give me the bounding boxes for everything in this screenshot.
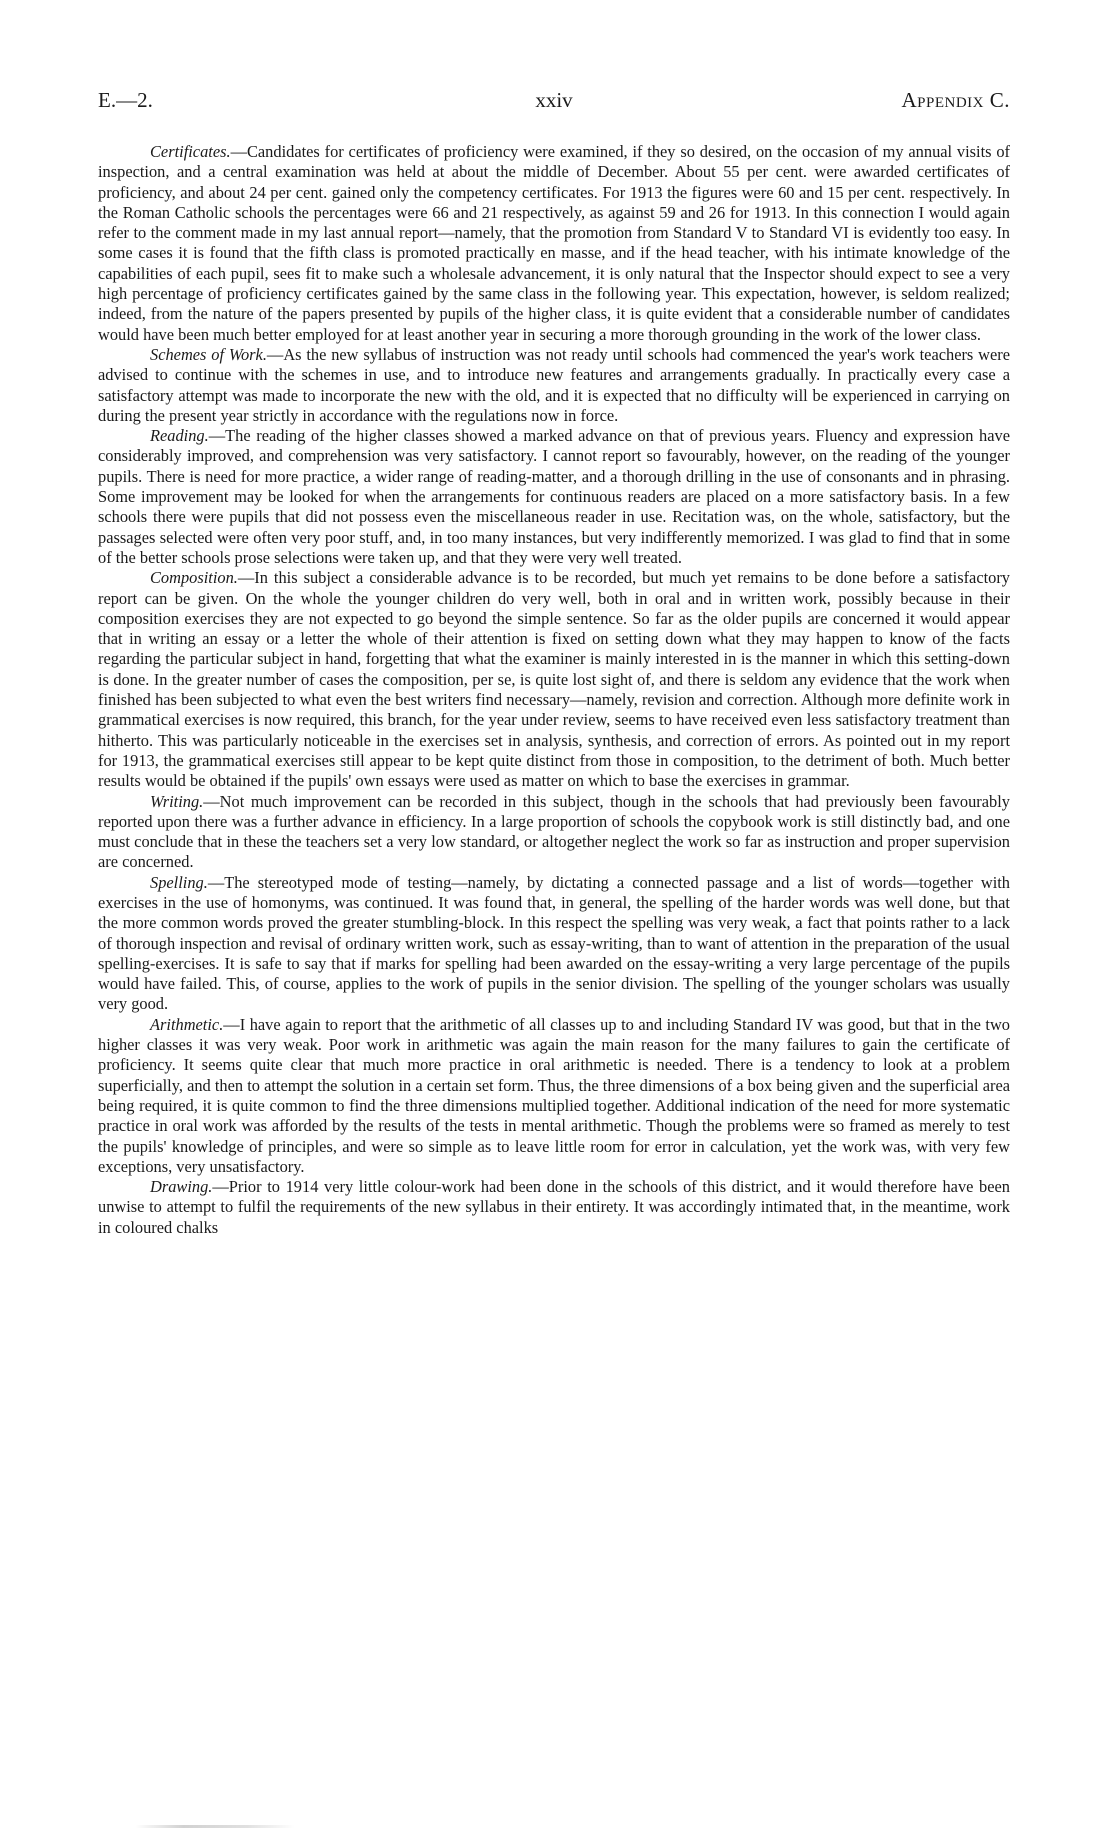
paragraph-certificates — [98, 142, 1010, 345]
appendix-label: Appendix C. — [901, 88, 1010, 112]
section-text-writing: —Not much improvement can be recorded in this subject, though in the schools that had previously been favourably reported upon there was a further advance in efficiency. In a large proportion of schools the copybook work is still distinctly bad, and one must conclude that in these the teachers set a very low standard, or altogether neglect the work so far as instruction and proper supervision are concerned. — [98, 791, 1010, 872]
section-heading-spelling: Spelling. — [150, 872, 208, 892]
print-smudge — [135, 1825, 295, 1828]
paragraph-drawing — [98, 1177, 1010, 1238]
document-page — [98, 88, 1010, 1238]
paragraph-arithmetic — [98, 1015, 1010, 1177]
paragraph-writing — [98, 792, 1010, 873]
paragraph-composition — [98, 568, 1010, 791]
section-heading-writing: Writing. — [150, 791, 204, 811]
section-heading-arithmetic: Arithmetic. — [150, 1014, 224, 1034]
section-heading-composition: Composition. — [150, 568, 238, 588]
paragraph-spelling — [98, 873, 1010, 1015]
section-heading-certificates: Certificates. — [150, 142, 231, 161]
document-reference: E.—2. — [98, 88, 153, 112]
section-text-schemes-of-work: —As the new syllabus of instruction was not ready until schools had commenced the year's work teachers were advised to continue with the schemes in use, and to introduce new features and arrangements gradually. In practically every case a satisfactory attempt was made to incorporate the new with the old, and it is expected that no difficulty will be experienced in carrying on during the present year strictly in accordance with the regulations now in force. — [98, 344, 1010, 425]
paragraph-schemes-of-work — [98, 345, 1010, 426]
report-body — [98, 142, 1010, 1238]
paragraph-reading — [98, 426, 1010, 568]
section-heading-schemes-of-work: Schemes of Work. — [150, 344, 267, 364]
section-heading-drawing: Drawing. — [150, 1177, 213, 1197]
section-text-arithmetic: —I have again to report that the arithmetic of all classes up to and including Standard IV was good, but that in the two higher classes it was very weak. Poor work in arithmetic was again the main reason for the many failures to gain the certificate of proficiency. It seems quite clear that much more practice in oral arithmetic is needed. There is a tendency to look at a problem superficially, and then to attempt the solution in a certain set form. Thus, the three dimensions of a box being given and the superficial area being required, it is quite common to find the three dimensions multiplied together. Additional indication of the need for more systematic practice in oral work was afforded by the results of the tests in mental arithmetic. Though the problems were so framed as merely to test the pupils' knowledge of principles, and were so simple as to leave little room for error in calculation, yet the work was, with very few exceptions, very unsatisfactory. — [98, 1014, 1010, 1176]
section-text-reading: —The reading of the higher classes showed a marked advance on that of previous years. Fluency and expression have considerably improved, and comprehension was very satisfactory. I cannot report so favourably, however, on the reading of the younger pupils. There is need for more practice, a wider range of reading-matter, and a thorough drilling in the use of consonants and in phrasing. Some improvement may be looked for when the arrangements for continuous readers are placed on a more satisfactory basis. In a few schools there were pupils that did not possess even the miscellaneous reader in use. Recitation was, on the whole, satisfactory, but the passages selected were often very poor stuff, and, in too many instances, but very indifferently memorized. I was glad to find that in some of the better schools prose selections were taken up, and that they were very well treated. — [98, 426, 1010, 567]
section-text-spelling: —The stereotyped mode of testing—namely, by dictating a connected passage and a list of words—together with exercises in the use of homonyms, was continued. It was found that, in general, the spelling of the harder words was well done, but that the more common words proved the greater stumbling-block. In this respect the spelling was very weak, a fact that points rather to a lack of thorough inspection and revisal of ordinary written work, such as essay-writing, than to want of attention in the preparation of the usual spelling-exercises. It is safe to say that if marks for spelling had been awarded on the essay-writing a very large percentage of the pupils would have failed. This, of course, applies to the work of pupils in the senior division. The spelling of the younger scholars was usually very good. — [98, 872, 1010, 1014]
section-text-composition: —In this subject a considerable advance is to be recorded, but much yet remains to be done before a satisfactory report can be given. On the whole the younger children do very well, both in oral and in written work, possibly because in their composition exercises they are not expected to go beyond the simple sentence. So far as the older pupils are concerned it would appear that in writing an essay or a letter the whole of their attention is fixed on setting down what they may happen to know of the facts regarding the particular subject in hand, forgetting that what the examiner is mainly interested in is the manner in which this setting-down is done. In the greater number of cases the composition, per se, is quite lost sight of, and there is seldom any evidence that the work when finished has been subjected to what even the best writers find necessary—namely, revision and correction. Although more definite work in grammatical exercises is now required, this branch, for the year under review, seems to have received even less satisfactory treatment than hitherto. This was particularly noticeable in the exercises set in analysis, synthesis, and correction of errors. As pointed out in my report for 1913, the grammatical exercises still appear to be kept quite distinct from those in composition, to the detriment of both. Much better results would be obtained if the pupils' own essays were used as matter on which to base the exercises in grammar. — [98, 568, 1010, 791]
section-text-certificates: —Candidates for certificates of proficiency were examined, if they so desired, on the occasion of my annual visits of inspection, and a central examination was held at about the middle of December. About 55 per cent. were awarded certificates of proficiency, and about 24 per cent. gained only the competency certificates. For 1913 the figures were 60 and 15 per cent. respectively. In the Roman Catholic schools the percentages were 66 and 21 respectively, as against 59 and 26 for 1913. In this connection I would again refer to the comment made in my last annual report—namely, that the promotion from Standard V to Standard VI is evidently too easy. In some cases it is found that the fifth class is promoted practically en masse, and if the head teacher, with his intimate knowledge of the capabilities of each pupil, sees fit to make such a wholesale advancement, it is only natural that the Inspector should expect to see a very high percentage of proficiency certificates gained by the same class in the following year. This expectation, however, is seldom realized; indeed, from the nature of the papers presented by pupils of the higher class, it is quite evident that a considerable number of candidates would have been much better employed for at least another year in securing a more thorough grounding in the work of the lower class. — [98, 142, 1010, 344]
page-number: xxiv — [535, 88, 573, 112]
section-heading-reading: Reading. — [150, 426, 209, 446]
page-header — [98, 88, 1010, 128]
section-text-drawing: —Prior to 1914 very little colour-work had been done in the schools of this district, and it would therefore have been unwise to attempt to fulfil the requirements of the new syllabus in their entirety. It was accordingly intimated that, in the meantime, work in coloured chalks — [98, 1177, 1010, 1237]
